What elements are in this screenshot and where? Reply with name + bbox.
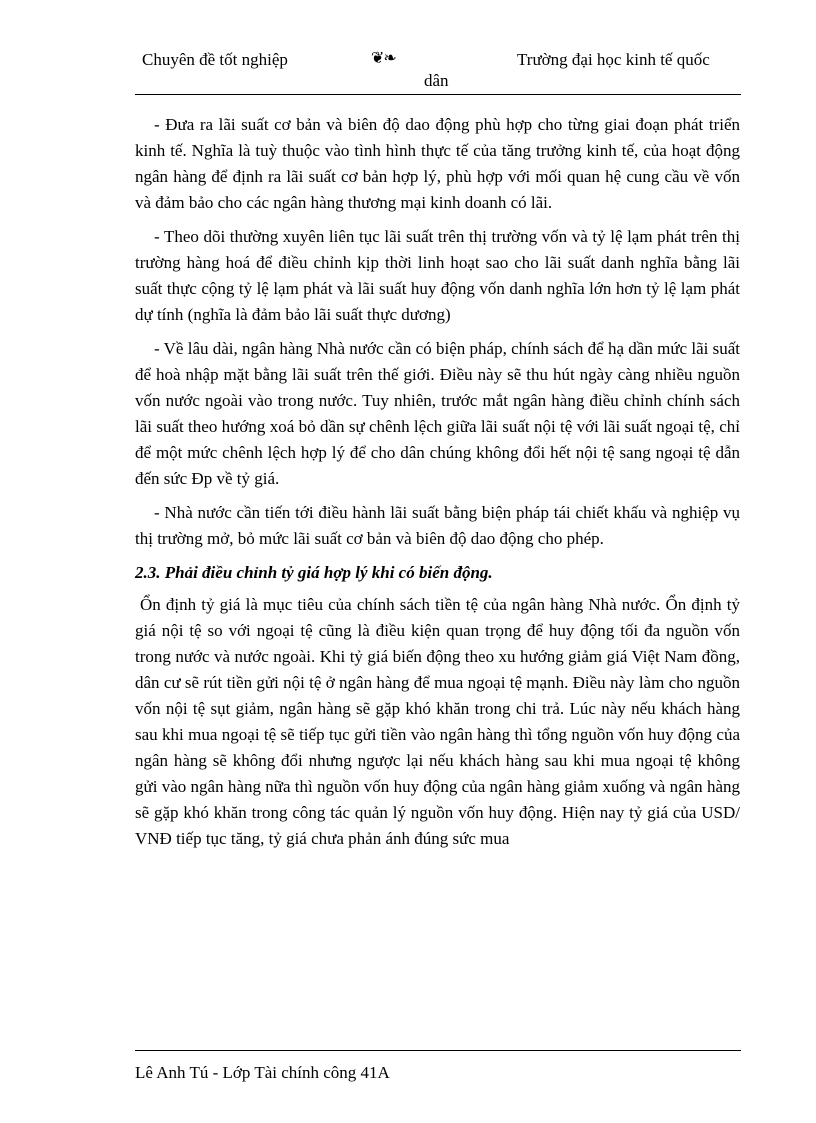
paragraph: - Về lâu dài, ngân hàng Nhà nước cần có biện pháp, chính sách để hạ dần mức lãi suất để hoà nhập mặt bằng lãi suất trên thế giới. Điều này sẽ thu hút ngày càng nhiều nguồn vốn nước ngoài vào trong nước. Tuy nhiên, trước mắt ngân hàng điều chỉnh chính sách lãi suất theo hướng xoá bỏ dần sự chênh lệch giữa lãi suất nội tệ với lãi suất ngoại tệ, chỉ để một mức chênh lệch hợp lý để cho dân chúng không đổi hết nội tệ sang ngoại tệ dẫn đến sức Ðp về tỷ giá. (135, 339, 740, 488)
header-ornament-icon: ❦❧ (371, 50, 396, 67)
paragraph: - Theo dõi thường xuyên liên tục lãi suất trên thị trường vốn và tỷ lệ lạm phát trên thị trường hàng hoá để điều chỉnh kịp thời linh hoạt sao cho lãi suất danh nghĩa bằng lãi suất thực cộng tỷ lệ lạm phát và lãi suất huy động vốn danh nghĩa lớn hơn tỷ lệ lạm phát dự tính (nghĩa là đảm bảo lãi suất thực dương) (135, 227, 740, 324)
section-heading: 2.3. Phải điều chỉnh tỷ giá hợp lý khi có biến động. (135, 563, 493, 582)
header-right-title-continued: dân (424, 71, 449, 90)
page-footer (135, 1050, 741, 1083)
header-left-title: Chuyên đề tốt nghiệp (142, 50, 288, 69)
paragraph: - Nhà nước cần tiến tới điều hành lãi suất bằng biện pháp tái chiết khấu và nghiệp vụ thị trường mở, bỏ mức lãi suất cơ bản và biên độ dao động cho phép. (135, 503, 740, 548)
page-body (135, 112, 740, 860)
paragraph: Ổn định tỷ giá là mục tiêu của chính sách tiền tệ của ngân hàng Nhà nước. Ổn định tỷ giá nội tệ so với ngoại tệ cũng là điều kiện quan trọng để huy động tối đa nguồn vốn trong nước và nước ngoài. Khi tỷ giá biến động theo xu hướng giảm giá Việt Nam đồng, dân cư sẽ rút tiền gửi nội tệ ở ngân hàng để mua ngoại tệ mạnh. Điều này làm cho nguồn vốn nội tệ sụt giảm, ngân hàng sẽ gặp khó khăn trong chi trả. Lúc này nếu khách hàng sau khi mua ngoại tệ sẽ tiếp tục gửi tiền vào ngân hàng thì tổng nguồn vốn huy động của ngân hàng sẽ không đổi nhưng ngược lại nếu khách hàng sau khi mua ngoại tệ không gửi vào ngân hàng nữa thì nguồn vốn huy động của ngân hàng giảm xuống và ngân hàng sẽ gặp khó khăn trong công tác quản lý nguồn vốn huy động. Hiện nay tỷ giá của USD/ VNĐ tiếp tục tăng, tỷ giá chưa phản ánh đúng sức mua (135, 595, 740, 848)
header-right-title: Trường đại học kinh tế quốc (517, 50, 710, 69)
paragraph: - Đưa ra lãi suất cơ bản và biên độ dao động phù hợp cho từng giai đoạn phát triển kinh tế. Nghĩa là tuỳ thuộc vào tình hình thực tế của tăng trưởng kinh tế, của hoạt động ngân hàng để định ra lãi suất cơ bản hợp lý, phù hợp với mối quan hệ cung cầu về vốn và đảm bảo cho các ngân hàng thương mại kinh doanh có lãi. (135, 115, 740, 212)
footer-author: Lê Anh Tú - Lớp Tài chính công 41A (135, 1063, 390, 1082)
page-header (135, 42, 741, 95)
